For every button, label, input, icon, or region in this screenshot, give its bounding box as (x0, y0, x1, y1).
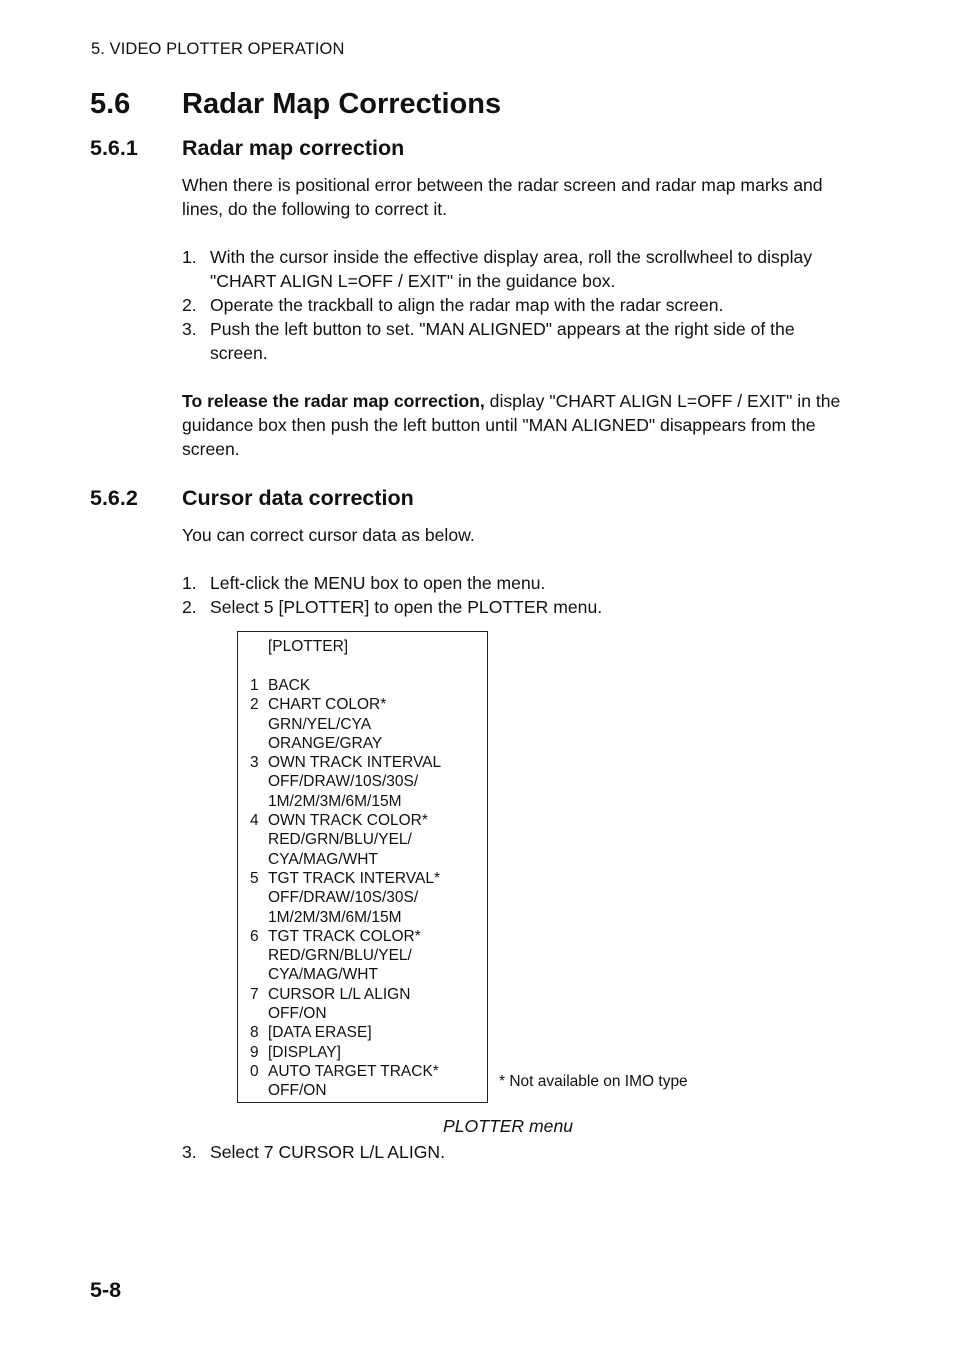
figure-caption: PLOTTER menu (443, 1116, 574, 1136)
section-number: 5.6 (90, 88, 131, 120)
release-instructions (182, 389, 842, 461)
menu-item-options: ORANGE/GRAY (268, 734, 383, 752)
step-text: Left-click the MENU box to open the menu. (210, 573, 546, 593)
list-item (182, 317, 842, 365)
menu-item-number: 2 (250, 696, 259, 714)
subsection-title: Cursor data correction (182, 486, 414, 510)
menu-item (250, 869, 441, 927)
menu-item-label: AUTO TARGET TRACK* (268, 1062, 439, 1080)
menu-item-number: 1 (250, 677, 259, 694)
step-text: Push the left button to set. "MAN ALIGNED" appears at the right side of the screen. (210, 319, 795, 363)
menu-item (250, 1062, 441, 1101)
menu-item-number: 9 (250, 1043, 259, 1061)
running-head: 5. VIDEO PLOTTER OPERATION (91, 40, 345, 58)
menu-item-number: 7 (250, 985, 259, 1003)
menu-item (250, 985, 441, 1024)
menu-item-options: RED/GRN/BLU/YEL/ (268, 831, 412, 849)
step-text: With the cursor inside the effective display area, roll the scrollwheel to display "CHART ALIGN L=OFF / EXIT" in the guidance box. (210, 247, 813, 291)
menu-item-options: OFF/ON (268, 1082, 327, 1100)
subsection-number: 5.6.2 (90, 486, 138, 510)
step-text: Operate the trackball to align the radar map with the radar screen. (210, 295, 724, 315)
step-text: Select 5 [PLOTTER] to open the PLOTTER menu. (210, 597, 603, 617)
step-number: 3. (182, 1142, 197, 1162)
radar-map-intro: When there is positional error between the radar screen and radar map marks and lines, do the following to correct it. (182, 175, 823, 219)
menu-item (250, 1043, 441, 1062)
step-number: 1. (182, 573, 197, 593)
menu-item-number: 8 (250, 1024, 259, 1042)
menu-item-number: 4 (250, 812, 259, 830)
menu-item-label: CURSOR L/L ALIGN (268, 985, 411, 1003)
section-heading (90, 88, 501, 121)
menu-item-number: 3 (250, 754, 259, 772)
cursor-data-intro: You can correct cursor data as below. (182, 525, 475, 545)
list-item (182, 293, 842, 317)
menu-item-options: OFF/DRAW/10S/30S/ (268, 773, 419, 791)
page-number: 5-8 (90, 1278, 122, 1302)
menu-item (250, 811, 441, 869)
menu-item-label: TGT TRACK COLOR* (268, 927, 421, 945)
menu-item-label: CHART COLOR* (268, 696, 387, 714)
menu-item-options: 1M/2M/3M/6M/15M (268, 908, 402, 926)
menu-item-options: GRN/YEL/CYA (268, 715, 372, 733)
menu-item-options: RED/GRN/BLU/YEL/ (268, 947, 412, 965)
menu-item-options: OFF/ON (268, 1005, 327, 1023)
step-number: 2. (182, 295, 197, 315)
menu-item-number: 5 (250, 869, 259, 887)
menu-item (250, 753, 441, 811)
subsection-heading-cursor-data (90, 486, 414, 511)
menu-item-label: TGT TRACK INTERVAL* (268, 869, 440, 887)
subsection-number: 5.6.1 (90, 136, 138, 160)
step-number: 1. (182, 247, 197, 267)
subsection-heading-radar-map (90, 136, 404, 161)
menu-item-label: BACK (268, 677, 311, 694)
menu-item (250, 676, 441, 695)
list-item (182, 595, 842, 619)
menu-item-label: OWN TRACK INTERVAL (268, 754, 442, 772)
release-text: display "CHART ALIGN L=OFF / EXIT" in the guidance box then push the left button until "MAN ALIGNED" disappears from the screen. (182, 391, 841, 459)
list-item (182, 571, 842, 595)
menu-item-label: [DISPLAY] (268, 1043, 341, 1061)
menu-title: [PLOTTER] (268, 638, 349, 655)
menu-item-number: 0 (250, 1062, 259, 1080)
step-number: 3. (182, 319, 197, 339)
list-item (182, 245, 842, 293)
figure-note: * Not available on IMO type (499, 1073, 688, 1090)
menu-item-label: OWN TRACK COLOR* (268, 812, 428, 830)
menu-item-label: [DATA ERASE] (268, 1024, 372, 1042)
menu-item-options: CYA/MAG/WHT (268, 850, 378, 868)
menu-list (250, 676, 441, 1101)
menu-item (250, 927, 441, 985)
release-lead: To release the radar map correction, (182, 391, 485, 411)
step-number: 2. (182, 597, 197, 617)
menu-item-options: OFF/DRAW/10S/30S/ (268, 889, 419, 907)
plotter-menu-figure (237, 631, 488, 1103)
subsection-title: Radar map correction (182, 136, 405, 160)
menu-item (250, 695, 441, 753)
menu-item-options: 1M/2M/3M/6M/15M (268, 792, 402, 810)
list-item (182, 1140, 842, 1164)
step-text: Select 7 CURSOR L/L ALIGN. (210, 1142, 445, 1162)
menu-item (250, 1023, 441, 1042)
menu-item-number: 6 (250, 927, 259, 945)
menu-item-options: CYA/MAG/WHT (268, 966, 378, 984)
section-title: Radar Map Corrections (182, 88, 502, 120)
